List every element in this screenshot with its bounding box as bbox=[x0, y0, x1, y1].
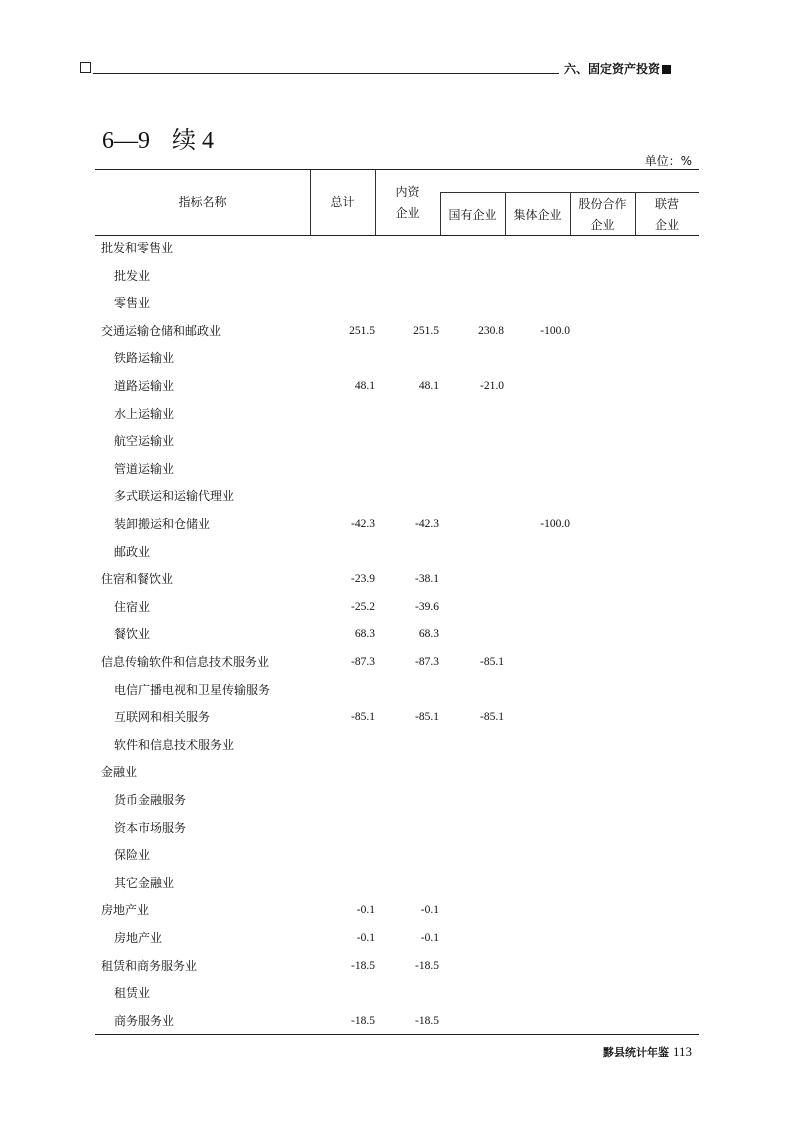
row-label: 邮政业 bbox=[114, 544, 151, 559]
row-label: 房地产业 bbox=[101, 903, 150, 918]
row-value: 48.1 bbox=[418, 380, 439, 392]
row-label: 软件和信息技术服务业 bbox=[114, 737, 235, 752]
row-label: 交通运输仓储和邮政业 bbox=[101, 323, 222, 338]
row-value: 230.8 bbox=[478, 324, 504, 337]
row-label: 房地产业 bbox=[114, 931, 163, 945]
row-value: -0.1 bbox=[356, 904, 375, 917]
table-row bbox=[0, 735, 793, 755]
row-label: 货币金融服务 bbox=[114, 793, 187, 807]
table-header-bottom-rule bbox=[95, 235, 699, 236]
table-row bbox=[0, 293, 793, 313]
row-value: -0.1 bbox=[356, 932, 375, 944]
row-value: -38.1 bbox=[415, 573, 439, 586]
table-row bbox=[0, 321, 793, 341]
table-continuation: 续 4 bbox=[172, 128, 214, 154]
row-value: -85.1 bbox=[415, 711, 439, 724]
col-header-domestic-2: 企业 bbox=[395, 206, 420, 220]
row-value: -0.1 bbox=[420, 904, 439, 917]
row-value: -21.0 bbox=[480, 380, 504, 392]
table-bottom-rule bbox=[95, 1034, 699, 1035]
row-value: 68.3 bbox=[418, 628, 439, 641]
table-row bbox=[0, 624, 793, 644]
row-label: 装卸搬运和仓储业 bbox=[114, 517, 211, 531]
table-row bbox=[0, 707, 793, 727]
table-top-rule bbox=[95, 169, 699, 170]
table-row bbox=[0, 376, 793, 396]
row-value: -100.0 bbox=[540, 518, 570, 530]
row-label: 水上运输业 bbox=[114, 406, 175, 421]
row-label: 商务服务业 bbox=[114, 1013, 175, 1028]
row-label: 零售业 bbox=[114, 296, 151, 311]
table-row bbox=[0, 569, 793, 589]
table-row bbox=[0, 1011, 793, 1031]
row-label: 管道运输业 bbox=[114, 461, 175, 476]
table-row bbox=[0, 514, 793, 534]
row-label: 多式联运和运输代理业 bbox=[114, 489, 235, 504]
row-value: -18.5 bbox=[415, 1014, 439, 1027]
row-label: 信息传输软件和信息技术服务业 bbox=[101, 655, 270, 669]
table-row bbox=[0, 431, 793, 451]
row-label: 租赁和商务服务业 bbox=[101, 958, 198, 973]
row-label: 餐饮业 bbox=[114, 627, 151, 642]
row-value: 251.5 bbox=[413, 324, 439, 337]
row-label: 保险业 bbox=[114, 848, 151, 863]
table-row bbox=[0, 983, 793, 1003]
table-row bbox=[0, 238, 793, 258]
row-label: 航空运输业 bbox=[114, 434, 175, 449]
row-value: -42.3 bbox=[415, 518, 439, 530]
col-header-joint-stock-2: 企业 bbox=[590, 218, 615, 232]
row-label: 金融业 bbox=[101, 765, 138, 780]
header-box-icon bbox=[80, 62, 91, 73]
row-value: 251.5 bbox=[349, 324, 375, 337]
table-row bbox=[0, 459, 793, 479]
row-label: 道路运输业 bbox=[114, 379, 175, 393]
yearbook-name: 黟县统计年鉴 bbox=[602, 1046, 669, 1059]
row-value: -18.5 bbox=[351, 1014, 375, 1027]
row-label: 批发业 bbox=[114, 268, 151, 283]
col-header-state: 国有企业 bbox=[448, 208, 497, 222]
row-value: -87.3 bbox=[351, 656, 375, 668]
row-label: 资本市场服务 bbox=[114, 820, 187, 835]
table-title bbox=[102, 120, 214, 155]
row-label: 住宿业 bbox=[114, 599, 151, 614]
row-label: 互联网和相关服务 bbox=[114, 710, 211, 725]
col-header-jointly-2: 企业 bbox=[654, 218, 679, 232]
table-row bbox=[0, 486, 793, 506]
row-label: 租赁业 bbox=[114, 986, 151, 1001]
table-row bbox=[0, 762, 793, 782]
row-value: -85.1 bbox=[480, 711, 504, 724]
col-header-jointly: 联营 bbox=[654, 197, 679, 211]
row-value: -100.0 bbox=[540, 324, 570, 337]
row-value: -42.3 bbox=[351, 518, 375, 530]
row-value: 48.1 bbox=[354, 380, 375, 392]
table-row bbox=[0, 652, 793, 672]
row-label: 批发和零售业 bbox=[101, 241, 174, 255]
unit-label: 单位：% bbox=[644, 154, 692, 168]
section-title: 六、固定资产投资 bbox=[564, 62, 661, 76]
table-row bbox=[0, 266, 793, 286]
header-rule bbox=[93, 73, 559, 74]
table-row bbox=[0, 680, 793, 700]
row-value: -87.3 bbox=[415, 656, 439, 668]
col-divider bbox=[375, 169, 376, 235]
row-value: -85.1 bbox=[480, 656, 504, 668]
col-header-joint-stock: 股份合作 bbox=[578, 197, 627, 211]
col-header-domestic: 内资 bbox=[395, 185, 420, 199]
row-value: -25.2 bbox=[351, 600, 375, 613]
row-label: 其它金融业 bbox=[114, 875, 175, 890]
table-row bbox=[0, 928, 793, 948]
table-row bbox=[0, 597, 793, 617]
page-number: 113 bbox=[672, 1044, 692, 1059]
table-number: 6—9 bbox=[102, 128, 150, 154]
row-value: -39.6 bbox=[415, 600, 439, 613]
table-row bbox=[0, 956, 793, 976]
col-header-total: 总计 bbox=[330, 195, 355, 209]
table-row bbox=[0, 818, 793, 838]
col-header-name: 指标名称 bbox=[178, 195, 227, 209]
row-value: 68.3 bbox=[354, 628, 375, 641]
table-row bbox=[0, 873, 793, 893]
row-value: -18.5 bbox=[415, 959, 439, 972]
table-row bbox=[0, 900, 793, 920]
row-label: 住宿和餐饮业 bbox=[101, 572, 174, 587]
row-value: -85.1 bbox=[351, 711, 375, 724]
table-row bbox=[0, 845, 793, 865]
row-value: -23.9 bbox=[351, 573, 375, 586]
section-header bbox=[564, 60, 671, 77]
row-label: 铁路运输业 bbox=[114, 351, 175, 366]
col-header-collective: 集体企业 bbox=[513, 208, 562, 222]
table-row bbox=[0, 790, 793, 810]
page-footer bbox=[603, 1044, 692, 1060]
row-label: 电信广播电视和卫星传输服务 bbox=[114, 682, 271, 697]
table-row bbox=[0, 404, 793, 424]
table-row bbox=[0, 348, 793, 368]
row-value: -18.5 bbox=[351, 959, 375, 972]
header-square-icon bbox=[662, 65, 671, 74]
row-value: -0.1 bbox=[420, 932, 439, 944]
table-row bbox=[0, 542, 793, 562]
